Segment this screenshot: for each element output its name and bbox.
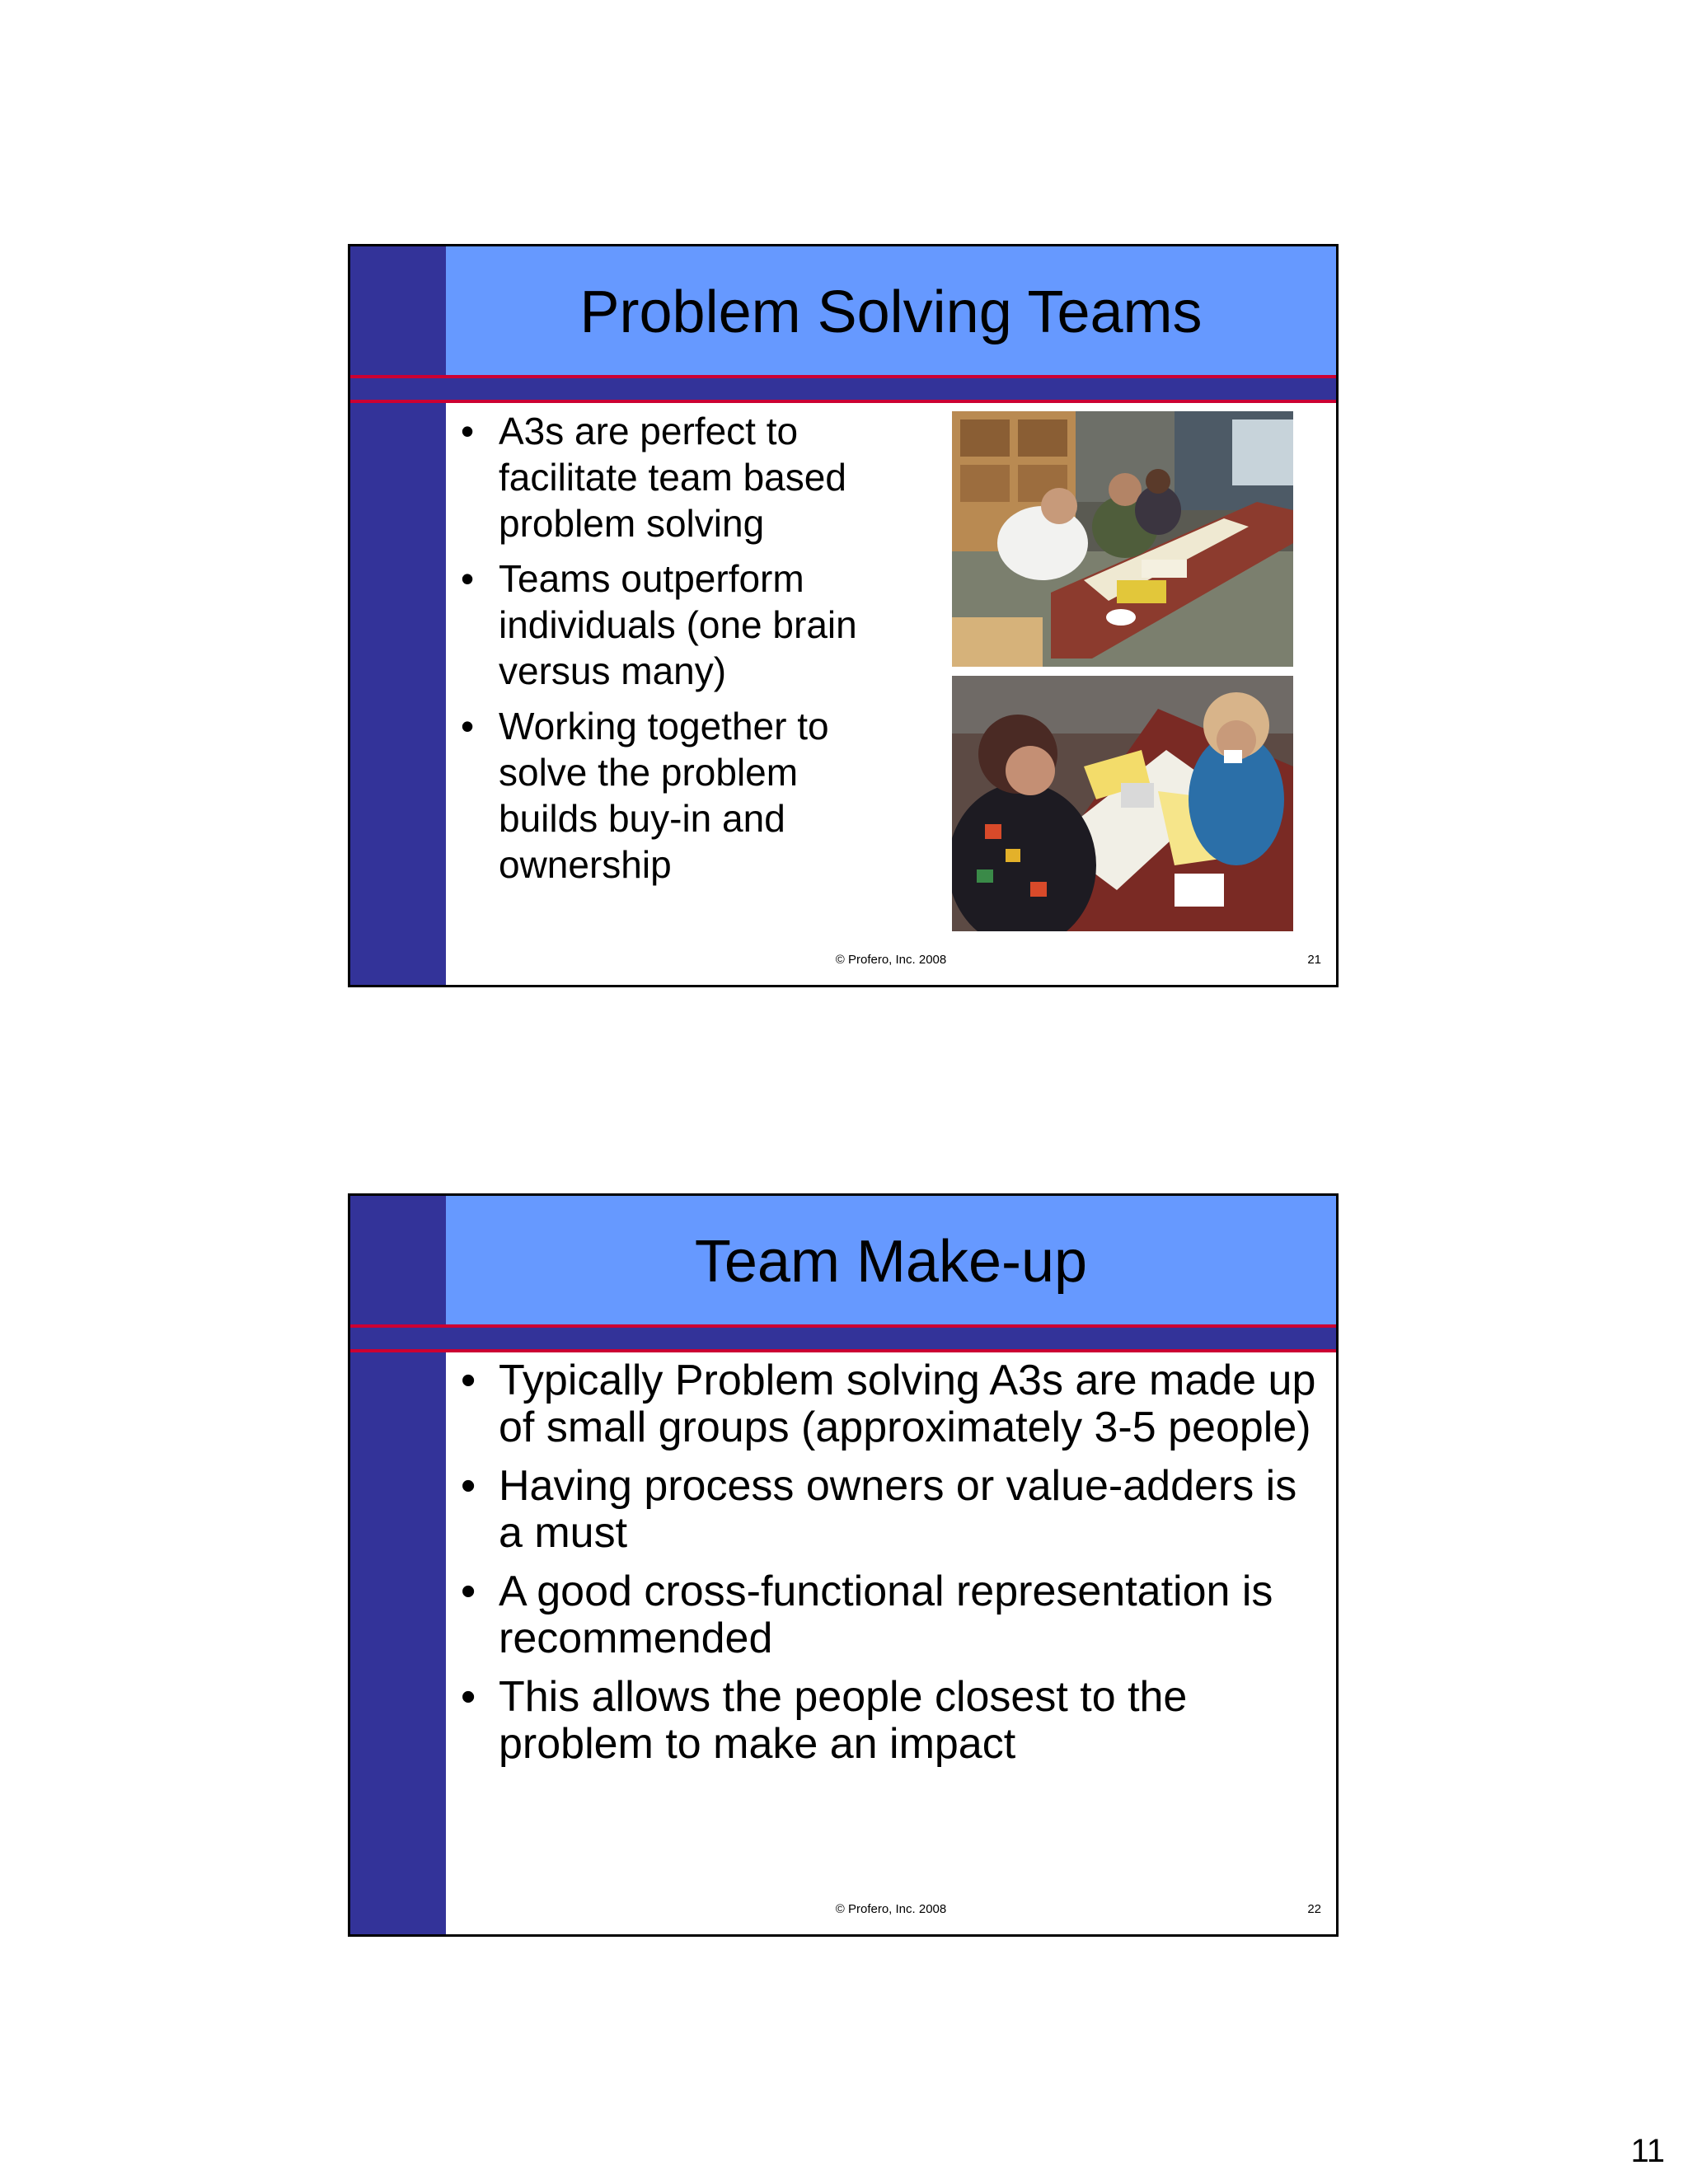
slide-number: 21 [1307,953,1321,967]
bullet-item: • This allows the people closest to the problem to make an impact [457,1674,1331,1768]
divider-red-line-top [350,1324,1336,1328]
title-divider [350,375,1336,403]
divider-red-line-bottom [350,1349,1336,1352]
slide-title-band [446,246,1336,375]
slide-title: Problem Solving Teams [579,279,1203,345]
page-number: 11 [1630,2133,1665,2169]
bullet-list [457,408,903,897]
bullet-item: • Having process owners or value-adders is a must [457,1463,1331,1557]
slide-sidebar [350,1196,446,1934]
title-divider [350,1324,1336,1352]
slide-sidebar [350,246,446,985]
slide-title: Team Make-up [694,1229,1088,1295]
bullet-item: • A good cross-functional representation is recommended [457,1568,1331,1662]
bullet-item: • Teams outperform individuals (one brain versus many) [457,555,903,694]
divider-red-line-bottom [350,400,1336,403]
bullet-item: • Typically Problem solving A3s are made up of small groups (approximately 3-5 people) [457,1357,1331,1451]
slide-footer-copyright: © Profero, Inc. 2008 [835,1902,947,1916]
bullet-item: • Working together to solve the problem builds buy-in and ownership [457,703,903,888]
slide-problem-solving-teams [348,244,1339,987]
slide-number: 22 [1307,1902,1321,1916]
bullet-item: • A3s are perfect to facilitate team based problem solving [457,408,903,546]
slide-title-band [446,1196,1336,1324]
slide-team-make-up [348,1193,1339,1937]
divider-red-line-top [350,375,1336,378]
team-meeting-photo [952,411,1293,667]
slide-footer-copyright: © Profero, Inc. 2008 [835,953,947,967]
team-working-photo [952,676,1293,931]
bullet-list [457,1357,1331,1779]
